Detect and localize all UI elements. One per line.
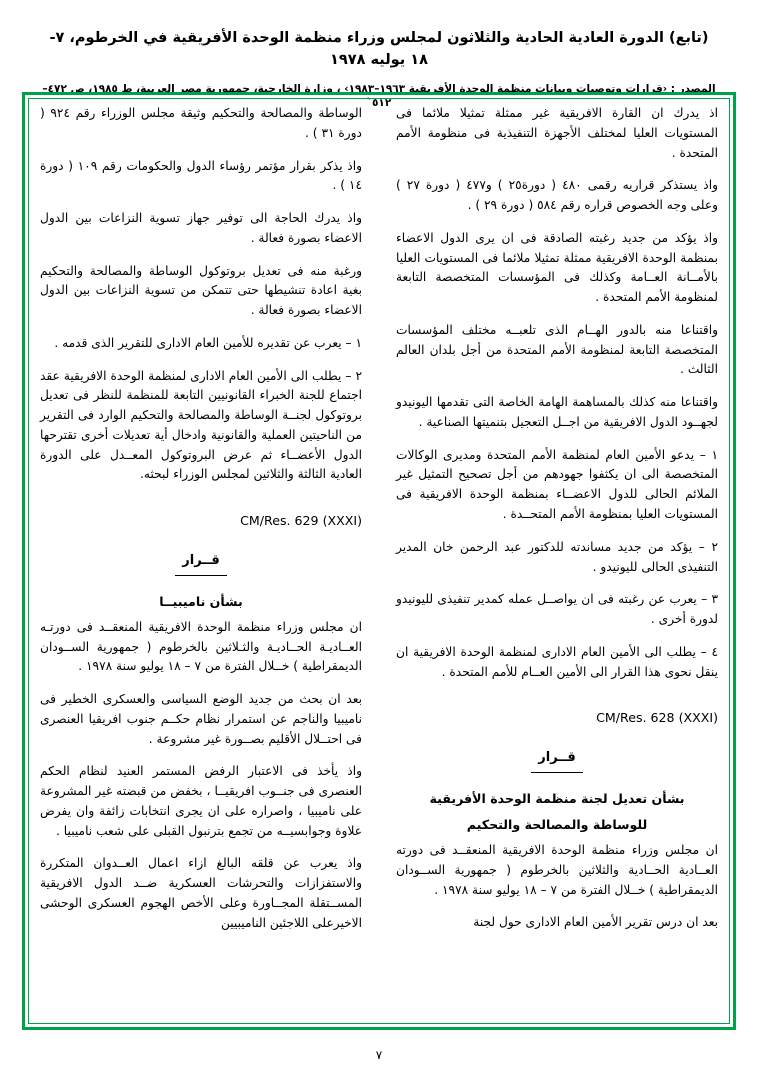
page-number: ٧ [375, 1048, 383, 1062]
paragraph: ٢ – يؤكد من جديد مساندته للدكتور عبد الرحمن خان المدير التنفيذى الحالى لليونيدو . [396, 539, 718, 574]
resolution-heading-rule [531, 772, 583, 773]
paragraph: بعد ان بحث من جديد الوضع السياسى والعسكرى الخطير فى ناميبيا والناجم عن استمرار نظام حكــم جنوب افريقيا العنصرى فى احتــلال الأقليم بصــورة غير مشروعة . [40, 692, 362, 746]
paragraph: واذ يدرك الحاجة الى توفير جهاز تسوية النزاعات بين الدول الاعضاء بصورة فعالة . [40, 211, 362, 245]
paragraph: ٤ – يطلب الى الأمين العام الادارى لمنظمة الوحدة الافريقية ان ينقل نحوى هذا القرار الى الأمين العــام للأمم المتحدة . [396, 644, 718, 679]
resolution-id: CM/Res. 628 (XXXI) [596, 710, 718, 726]
paragraph: ٣ – يعرب عن رغبته فى ان يواصــل عمله كمدير تنفيذى لليونيدو لدورة أخرى . [396, 592, 718, 627]
paragraph: الوساطة والمصالحة والتحكيم وثيقة مجلس الوزراء رقم ٩٢٤ ( دورة ٣١ ) . [40, 106, 362, 140]
resolution-heading: قــرار [182, 552, 220, 568]
paragraph: ان مجلس وزراء منظمة الوحدة الافريقية المنعقــد فى دورتـه العــاديـة الحــاديـة والثـلاثين بالخرطوم ( جمهورية الســودان الديمقراطية ) خــلال الفترة من ٧ – ١٨ يوليو سنة ١٩٧٨ . [40, 619, 362, 674]
resolution-heading-rule [175, 575, 227, 576]
paragraph: واقتناعا منه بالدور الهــام الذى تلعبــه مختلف المؤسسات المتخصصة التابعة لمنظومة الأمم المتحدة من أجل بلدان العالم الثالث . [396, 322, 718, 377]
column-right [396, 104, 718, 1020]
paragraph: ورغبة منه فى تعديل بروتوكول الوساطة والمصالحة والتحكيم بغية اعادة تنشيطها حتى تتمكن من تسوية النزاعات بين الدول الاعضاء بصورة فعالة . [40, 263, 362, 318]
resolution-subject: بشأن تعديل لجنة منظمة الوحدة الأفريقية [429, 790, 685, 806]
paragraph: ١ – يدعو الأمين العام لمنظمة الأمم المتحدة ومديرى الوكالات المتخصصة الى ان يكثفوا جهودهم من أجل تصحيح التمثيل غير الملائم الحالى للدول الاعضــاء بمنظمة الوحدة الافريقية فى المستويات العليا بمنظومة الأمم المتحــدة . [396, 447, 718, 522]
paragraph: واذ يعرب عن قلقه البالغ ازاء اعمال العــدوان المتكررة والاستفزازات والتحرشات العسكرية ضــد الدول الافريقية المســتقلة المجــاورة وعلى الأخص الهجوم العسكرى الوحشى الاخيرعلى اللاجئين الناميبيين [40, 856, 362, 930]
resolution-subject: للوساطة والمصالحة والتحكيم [466, 816, 648, 832]
header-source: المصدر : ‹قرارات وتوصيات وبيانات منظمة الوحدة الأفريقية ١٩٦٣–١٩٨٣› ، وزارة الخارجية، جمهورية مصر العربية، ط ١٩٨٥، ص ٤٧٢–٥١٢` [42, 82, 716, 110]
header-title: (تابع) الدورة العادية الحادية والثلاثون لمجلس وزراء منظمة الوحدة الأفريقية في الخرطوم، ٧- ١٨ يوليه ١٩٧٨ [49, 30, 709, 68]
resolution-heading: قــرار [538, 749, 576, 765]
column-left [40, 104, 362, 1020]
paragraph: واذ يؤكد من جديد رغبته الصادقة فى ان يرى الدول الاعضاء بمنظمة الوحدة الافريقية ممثلة تمثيلا ملائما فى المستويات العليا بالأمــانة العــامة وكذلك فى المؤسسات المتخصصة التابعة لمنظومة الأمم المتحدة . [396, 230, 718, 305]
paragraph: اذ يدرك ان القارة الافريقية غير ممثلة تمثيلا ملائما فى المستويات العليا لمختلف الأجهزة التنفيذية فى منظومة الأمم المتحدة . [396, 106, 718, 160]
paragraph: واذ يأخذ فى الاعتبار الرفض المستمر العنيد لنظام الحكم العنصرى فى جنــوب افريقيــا ، بخفض من قبضته غير المشروعة على ناميبيا ، واصراره على ان يجرى انتخابات زائفة وان يفرض علاوة وجوابسيــه من تجمع بترنبول القبلى على شعب ناميبيا . [40, 764, 362, 838]
resolution-id: CM/Res. 629 (XXXI) [240, 513, 362, 529]
paragraph: ان مجلس وزراء منظمة الوحدة الافريقية المنعقــد فى دورته العــادية الحــادية والثلاثين بالخرطوم ( جمهورية الســودان الديمقراطية ) خــلال الفترة من ٧ – ١٨ يوليو سنة ١٩٧٨ . [396, 843, 718, 897]
paragraph: بعد ان درس تقرير الأمين العام الادارى حول لجنة [473, 915, 718, 930]
resolution-subject: بشأن ناميبيــا [159, 593, 243, 609]
paragraph: واذ يذكر بقرار مؤتمر رؤساء الدول والحكومات رقم ١٠٩ ( دورة ١٤ ) . [40, 158, 362, 193]
text-columns [40, 104, 718, 1020]
paragraph: ١ – يعرب عن تقديره للأمين العام الادارى للتقرير الذى قدمه . [54, 335, 362, 350]
paragraph: واذ يستذكر قراريه رقمى ٤٨٠ ( دورة٢٥ ) و٤٧٧ ( دورة ٢٧ ) وعلى وجه الخصوص قراره رقم ٥٨٤ ( دورة ٢٩ ) . [396, 178, 718, 213]
paragraph: واقتناعا منه كذلك بالمساهمة الهامة الخاصة التى تقدمها اليونيدو لجهــود الدول الافريقية من اجــل التعجيل بتنميتها الصناعية . [396, 395, 718, 429]
paragraph: ٢ – يطلب الى الأمين العام الادارى لمنظمة الوحدة الافريقية عقد اجتماع للجنة الخبراء القانونيين التابعة للمنظمة للنظر فى تعديل بروتوكول لجنــة الوساطة والمصالحة والتحكيم الوارد فى التقرير من الناحيتين العملية والقانونية وادخال أية تعديلات أخرى تقترحها الدول الأعضــاء ثم عرض البروتوكول المعــدل على الدورة العادية الثالثة والثلاثين لمجلس الوزراء لبحثه. [40, 368, 362, 482]
